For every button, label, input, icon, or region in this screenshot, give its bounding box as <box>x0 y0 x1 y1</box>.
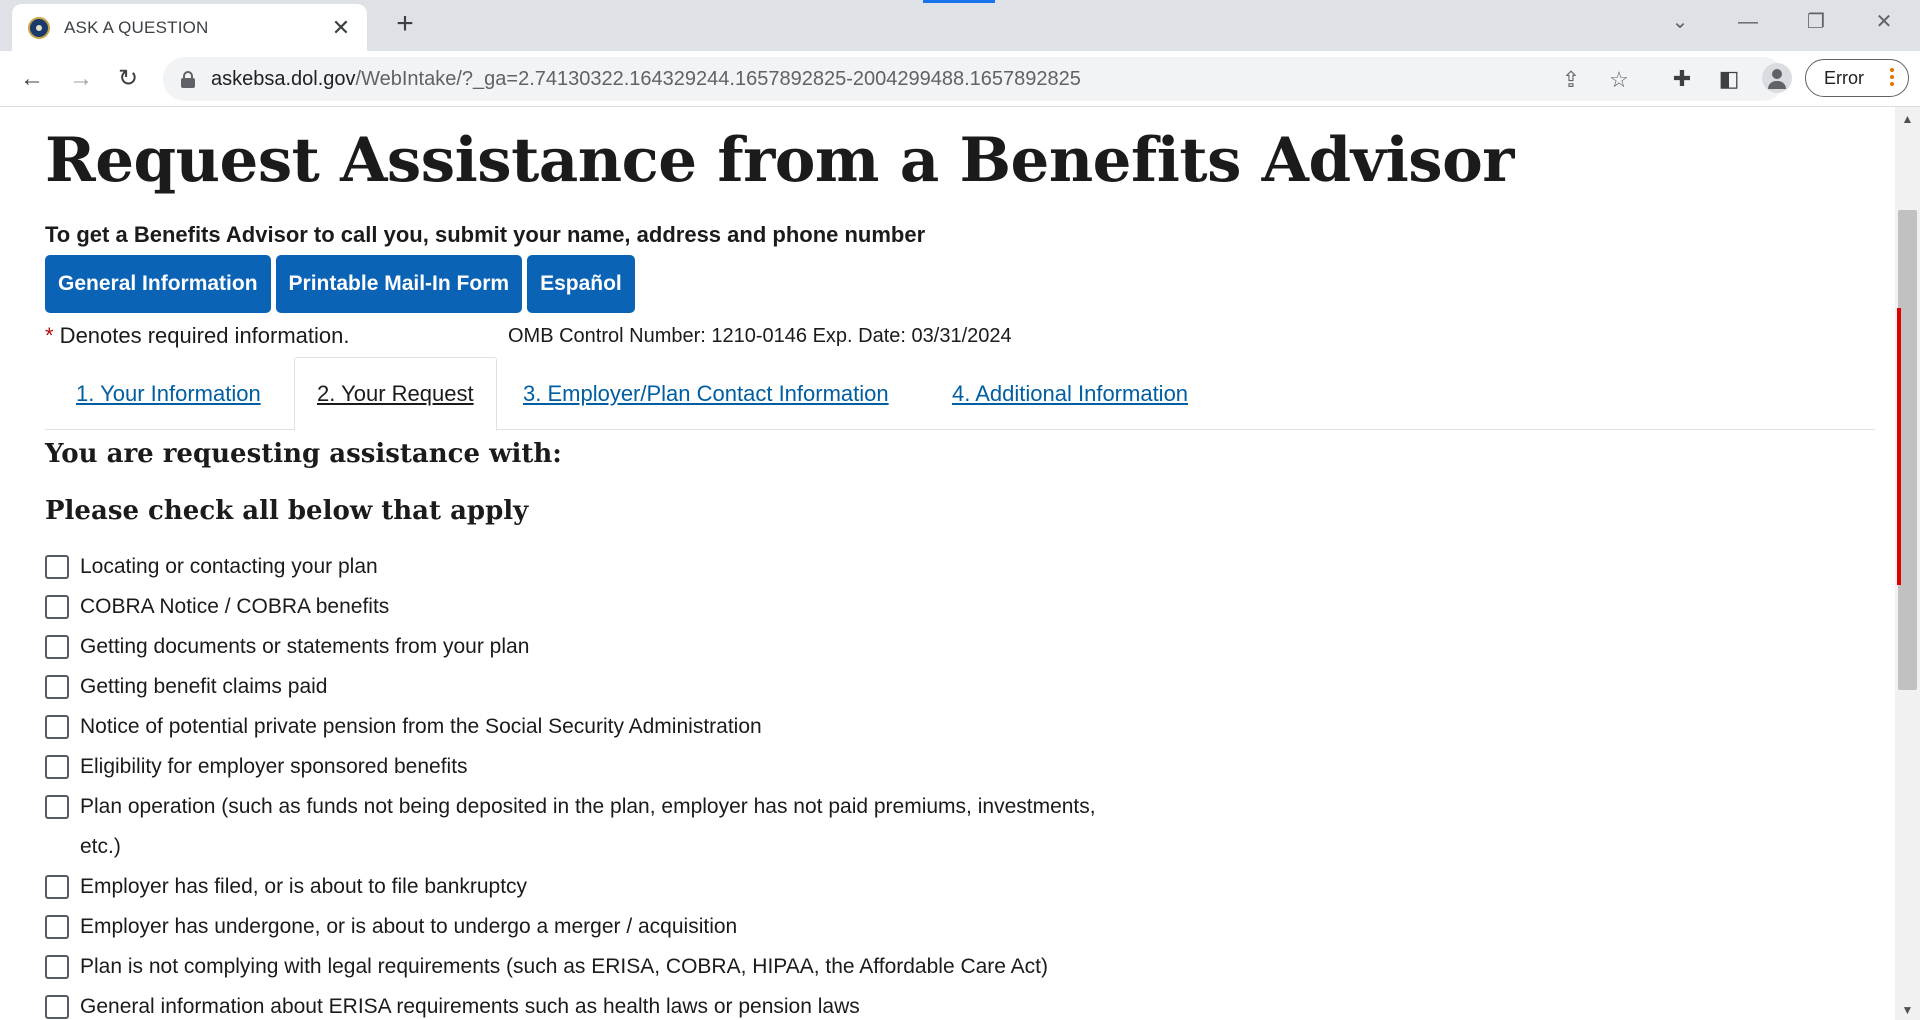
tab-your-request[interactable]: 2. Your Request <box>294 357 497 431</box>
tab-additional-information[interactable]: 4. Additional Information <box>952 380 1189 406</box>
sidepanel-icon[interactable]: ◧ <box>1718 66 1740 91</box>
checkbox[interactable] <box>45 555 69 579</box>
star-icon[interactable]: ☆ <box>1609 67 1629 92</box>
back-arrow-icon[interactable]: ← <box>20 65 44 92</box>
page-title: Request Assistance from a Benefits Advisor <box>45 125 1514 196</box>
reload-icon[interactable]: ↻ <box>117 65 139 92</box>
required-star: * <box>45 323 54 348</box>
checkbox-item[interactable] <box>45 627 1145 667</box>
checkbox-item[interactable] <box>45 587 1145 627</box>
window-close-icon[interactable]: ✕ <box>1875 11 1893 33</box>
lock-icon[interactable] <box>181 71 195 88</box>
checkbox-item[interactable] <box>45 707 1145 747</box>
checkbox-item[interactable] <box>45 787 1145 867</box>
checkbox-item[interactable] <box>45 747 1145 787</box>
checkbox[interactable] <box>45 595 69 619</box>
minimize-icon[interactable]: — <box>1738 11 1758 33</box>
checkbox-item[interactable] <box>45 947 1145 987</box>
checkbox-label[interactable]: Eligibility for employer sponsored benefits <box>80 755 468 778</box>
url-path: /WebIntake/?_ga=2.74130322.164329244.1657892825-2004299488.1657892825 <box>355 67 1081 90</box>
omb-control-number: OMB Control Number: 1210-0146 Exp. Date: 03/31/2024 <box>508 325 1012 347</box>
checkbox-label[interactable]: Getting documents or statements from your plan <box>80 635 530 658</box>
checkbox-label[interactable]: Getting benefit claims paid <box>80 675 328 698</box>
url-host: askebsa.dol.gov <box>211 67 356 90</box>
button-row <box>45 255 635 313</box>
forward-arrow-icon[interactable]: → <box>69 65 93 92</box>
favicon-seal-icon <box>28 17 50 39</box>
checkbox[interactable] <box>45 955 69 979</box>
url-text <box>211 68 1081 91</box>
checkbox-item[interactable] <box>45 867 1145 907</box>
checkbox-item[interactable] <box>45 907 1145 947</box>
chevron-down-icon[interactable]: ⌄ <box>1671 11 1689 33</box>
tab-your-information[interactable]: 1. Your Information <box>76 380 261 406</box>
close-icon[interactable]: ✕ <box>331 14 351 40</box>
checkbox[interactable] <box>45 635 69 659</box>
checkbox-label[interactable]: Notice of potential private pension from the Social Security Administration <box>80 715 762 738</box>
address-bar[interactable] <box>163 57 1785 101</box>
browser-tabstrip <box>0 0 1920 51</box>
checkbox-item[interactable] <box>45 987 1145 1020</box>
page-content <box>0 107 1895 1020</box>
required-note-text: Denotes required information. <box>53 323 350 348</box>
espanol-button[interactable]: Español <box>527 255 635 313</box>
scroll-down-arrow-icon[interactable]: ▼ <box>1901 1003 1914 1017</box>
browser-toolbar <box>0 51 1920 107</box>
scroll-position-marker <box>1897 308 1901 585</box>
checkbox-label[interactable]: Plan operation (such as funds not being deposited in the plan, employer has not paid premiums, investments, etc.) <box>80 795 1096 858</box>
checkbox-label[interactable]: COBRA Notice / COBRA benefits <box>80 595 390 618</box>
avatar-icon[interactable] <box>1762 63 1792 93</box>
checkbox[interactable] <box>45 795 69 819</box>
checkbox-item[interactable] <box>45 547 1145 587</box>
checkbox-label[interactable]: Employer has filed, or is about to file bankruptcy <box>80 875 528 898</box>
profile-status-label: Error <box>1824 67 1864 88</box>
checkbox[interactable] <box>45 995 69 1019</box>
intro-text: To get a Benefits Advisor to call you, submit your name, address and phone number <box>45 222 926 247</box>
checkbox-label[interactable]: General information about ERISA requirements such as health laws or pension laws <box>80 995 860 1018</box>
browser-tab-ask-a-question[interactable] <box>12 4 367 51</box>
checkbox[interactable] <box>45 715 69 739</box>
checkbox[interactable] <box>45 875 69 899</box>
checkbox-label[interactable]: Employer has undergone, or is about to undergo a merger / acquisition <box>80 915 738 938</box>
check-heading: Please check all below that apply <box>45 496 529 526</box>
checkbox[interactable] <box>45 755 69 779</box>
checkbox-label[interactable]: Plan is not complying with legal requirements (such as ERISA, COBRA, HIPAA, the Affordable Care Act) <box>80 955 1048 978</box>
printable-mail-in-form-button[interactable]: Printable Mail-In Form <box>276 255 523 313</box>
requesting-heading: You are requesting assistance with: <box>45 439 562 469</box>
checkbox[interactable] <box>45 675 69 699</box>
puzzle-icon[interactable]: ✚ <box>1672 66 1692 91</box>
scroll-up-arrow-icon[interactable]: ▲ <box>1901 112 1914 126</box>
required-note <box>45 323 350 349</box>
general-information-button[interactable]: General Information <box>45 255 271 313</box>
profile-error-button[interactable] <box>1805 59 1909 97</box>
request-checkbox-list <box>45 547 1145 1020</box>
tab-title: ASK A QUESTION <box>64 17 209 37</box>
step-tabs <box>45 357 1875 430</box>
checkbox-item[interactable] <box>45 667 1145 707</box>
restore-icon[interactable]: ❐ <box>1807 11 1825 33</box>
checkbox-label[interactable]: Locating or contacting your plan <box>80 555 378 578</box>
plus-icon[interactable]: + <box>396 7 414 40</box>
tabstrip-accent <box>923 0 995 3</box>
tab-employer-plan-contact[interactable]: 3. Employer/Plan Contact Information <box>523 380 889 406</box>
checkbox[interactable] <box>45 915 69 939</box>
kebab-menu-icon[interactable] <box>1890 68 1894 88</box>
share-icon[interactable]: ⇪ <box>1561 67 1581 92</box>
